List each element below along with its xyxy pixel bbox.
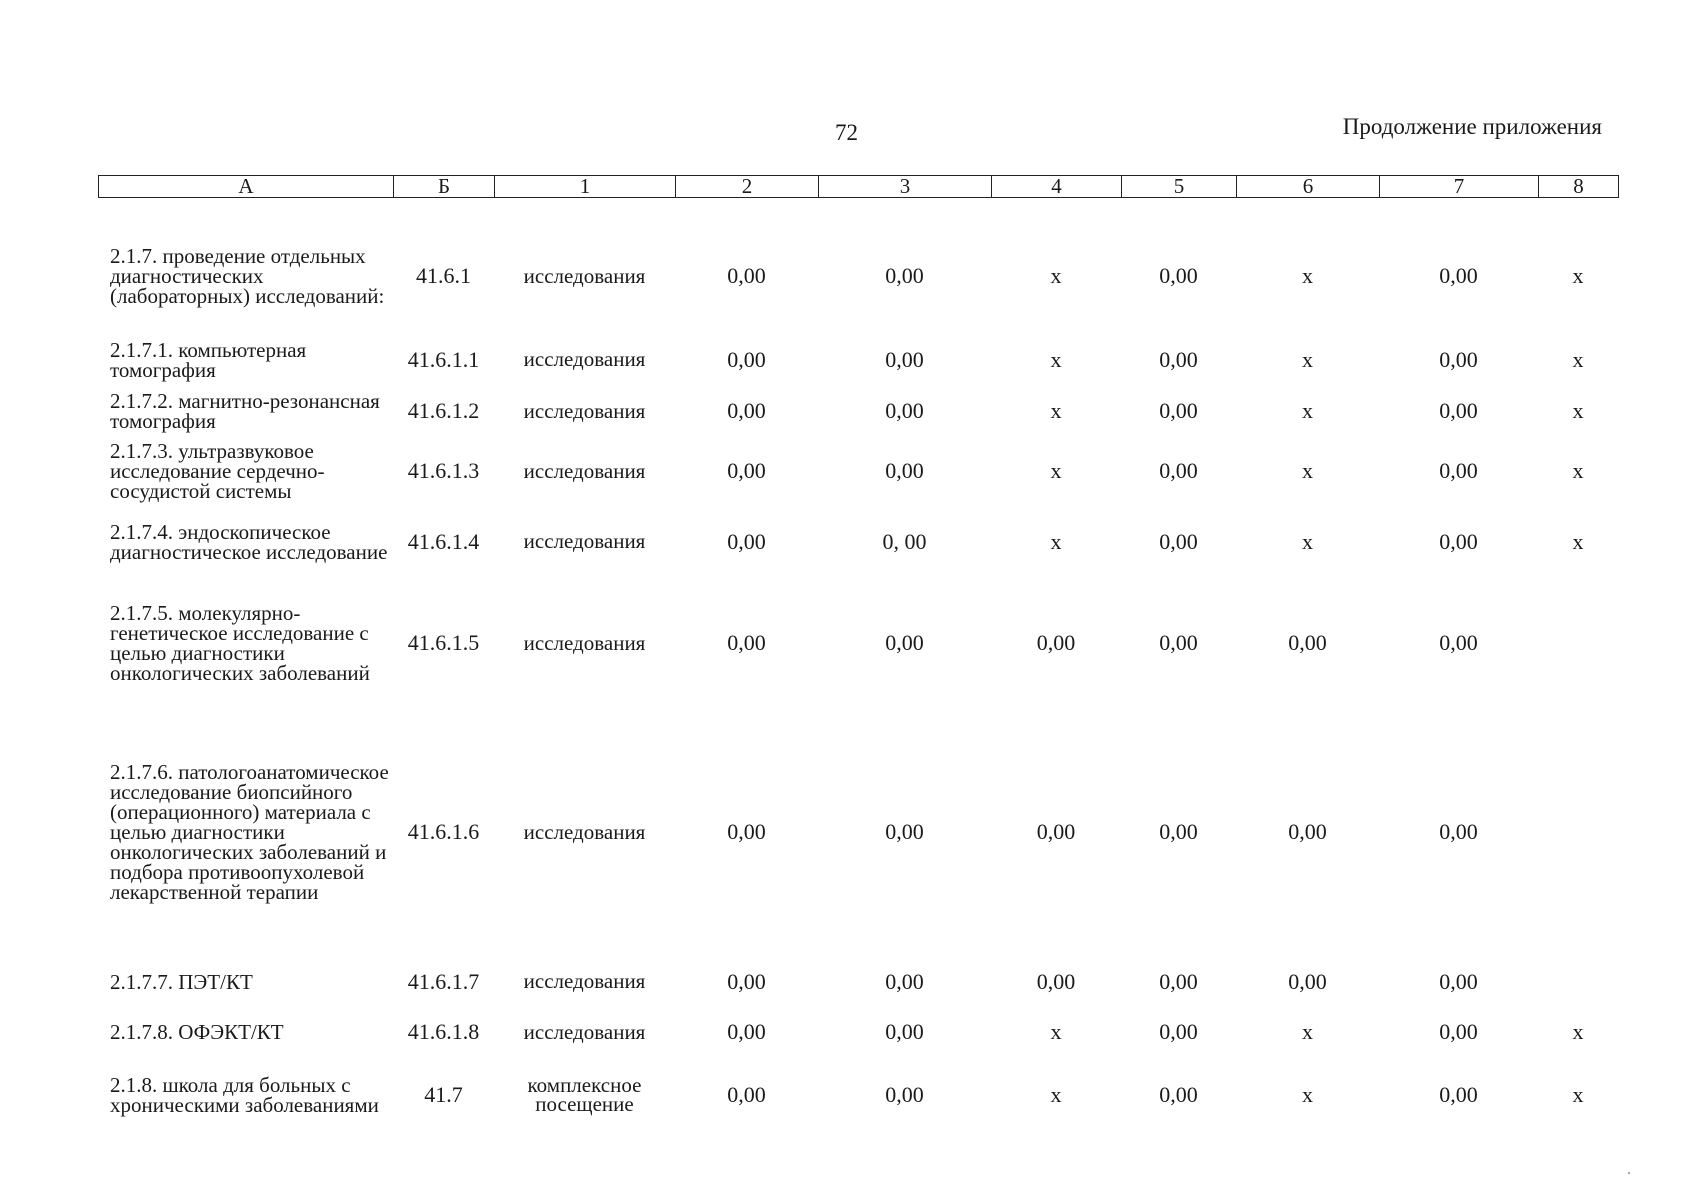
row-col-5: 0,00: [1159, 968, 1198, 994]
row-name: 2.1.7.6. патологоанатомическое исследование биопсийного (операционного) материала с целью диагностики онкологических заболеваний и подбора противоопухолевой лекарственной терапии: [110, 760, 389, 904]
row-unit: исследования: [523, 1019, 646, 1044]
row-col-4: 0,00: [1036, 819, 1076, 844]
row-col-2: 0,00: [727, 398, 766, 423]
row-col-2: 0,00: [727, 968, 766, 994]
row-col-4: 0,00: [1036, 630, 1076, 655]
table-row: [98, 385, 1618, 437]
header-cell-8: 8: [1539, 176, 1619, 198]
header-cell-4: 4: [992, 176, 1122, 198]
row-col-6: х: [1302, 263, 1313, 288]
header-cell-2: 2: [676, 176, 819, 198]
row-unit: исследования: [523, 263, 646, 288]
row-name: 2.1.8. школа для больных с хроническими заболеваниями: [110, 1073, 379, 1117]
row-col-7: 0,00: [1439, 458, 1478, 483]
header-cell-3: 3: [819, 176, 992, 198]
row-col-5: 0,00: [1159, 346, 1198, 372]
row-code: 41.6.1.7: [407, 968, 480, 994]
row-col-3: 0,00: [885, 630, 924, 655]
header-cell-b: Б: [394, 176, 495, 198]
header-cell-a: А: [99, 176, 394, 198]
row-col-5: 0,00: [1159, 819, 1198, 844]
row-name: 2.1.7. проведение отдельных диагностических (лабораторных) исследований:: [110, 244, 385, 308]
row-col-7: 0,00: [1439, 1019, 1478, 1044]
row-col-5: 0,00: [1159, 630, 1198, 655]
row-name: 2.1.7.1. компьютерная томография: [110, 337, 307, 382]
row-col-8: х: [1572, 346, 1584, 372]
header-cell-6: 6: [1237, 176, 1380, 198]
row-col-2: 0,00: [727, 1082, 766, 1107]
row-col-7: 0,00: [1439, 263, 1478, 288]
table-row: [98, 334, 1618, 385]
table-row: [98, 708, 1618, 956]
header-row: [99, 176, 1619, 198]
row-col-3: 0,00: [885, 346, 924, 372]
row-col-6: х: [1302, 398, 1313, 423]
row-col-6: 0,00: [1288, 968, 1327, 994]
row-code: 41.6.1: [416, 263, 471, 288]
scan-speck: [1628, 1172, 1630, 1174]
row-col-3: 0,00: [885, 398, 924, 423]
row-col-6: х: [1302, 1082, 1313, 1107]
table-row: [98, 1007, 1618, 1057]
header-cell-1: 1: [495, 176, 676, 198]
table-row: [98, 437, 1618, 505]
row-col-8: х: [1572, 1082, 1584, 1107]
row-col-7: 0,00: [1439, 1082, 1478, 1107]
row-col-6: х: [1302, 1019, 1313, 1044]
row-col-3: 0,00: [885, 968, 924, 994]
row-col-8: х: [1572, 1019, 1584, 1044]
row-name: 2.1.7.7. ПЭТ/КТ: [110, 969, 253, 994]
row-col-2: 0,00: [727, 819, 766, 844]
row-col-7: 0,00: [1439, 819, 1478, 844]
row-col-3: 0,00: [885, 458, 924, 483]
row-unit: исследования: [523, 969, 646, 993]
row-unit: исследования: [523, 347, 646, 371]
row-col-3: 0, 00: [882, 528, 927, 554]
page-number: 72: [835, 120, 858, 145]
row-col-2: 0,00: [727, 263, 766, 288]
row-code: 41.6.1.4: [407, 528, 480, 554]
row-col-2: 0,00: [727, 458, 766, 483]
data-table: [98, 218, 1618, 1133]
row-name: 2.1.7.2. магнитно-резонансная томография: [110, 389, 380, 433]
row-code: 41.6.1.2: [407, 398, 480, 423]
table-row: [98, 505, 1618, 578]
row-col-8: [1538, 708, 1618, 956]
row-col-3: 0,00: [885, 1019, 924, 1044]
row-name: 2.1.7.5. молекулярно-генетическое исследование с целью диагностики онкологических заболеваний: [110, 601, 370, 685]
row-code: 41.6.1.8: [407, 1019, 480, 1044]
table-row: [98, 578, 1618, 708]
row-col-5: 0,00: [1159, 1082, 1198, 1107]
row-col-2: 0,00: [727, 1019, 766, 1044]
row-col-4: х: [1050, 458, 1062, 483]
row-col-7: 0,00: [1439, 968, 1478, 994]
row-name: 2.1.7.4. эндоскопическое диагностическое исследование: [110, 519, 388, 564]
row-col-4: х: [1050, 398, 1062, 423]
row-col-5: 0,00: [1159, 398, 1198, 423]
row-col-2: 0,00: [727, 528, 766, 554]
row-code: 41.6.1.6: [407, 819, 480, 844]
row-col-6: 0,00: [1288, 819, 1327, 844]
row-col-8: х: [1572, 263, 1584, 288]
row-code: 41.6.1.1: [407, 346, 480, 372]
row-col-6: х: [1302, 346, 1313, 372]
row-col-7: 0,00: [1439, 398, 1478, 423]
header-cell-5: 5: [1122, 176, 1237, 198]
row-col-3: 0,00: [885, 263, 924, 288]
row-col-5: 0,00: [1159, 263, 1198, 288]
row-col-8: х: [1572, 458, 1584, 483]
row-unit: исследования: [523, 458, 646, 483]
continuation-title: Продолжение приложения: [1342, 114, 1602, 139]
row-col-4: х: [1050, 1082, 1062, 1107]
row-col-4: х: [1050, 263, 1062, 288]
table-row: [98, 218, 1618, 334]
column-header-table: [98, 175, 1619, 198]
row-col-4: х: [1050, 528, 1062, 554]
row-unit: исследования: [523, 630, 646, 655]
row-col-5: 0,00: [1159, 528, 1198, 554]
row-col-2: 0,00: [727, 630, 766, 655]
row-col-4: 0,00: [1036, 968, 1076, 994]
row-name: 2.1.7.8. ОФЭКТ/КТ: [110, 1020, 284, 1044]
row-col-6: 0,00: [1288, 630, 1327, 655]
row-col-7: 0,00: [1439, 528, 1478, 554]
row-col-4: х: [1050, 346, 1062, 372]
row-unit: комплексное посещение: [527, 1073, 642, 1116]
row-col-8: х: [1572, 528, 1584, 554]
row-code: 41.6.1.3: [407, 458, 480, 483]
row-name: 2.1.7.3. ультразвуковое исследование сердечно-сосудистой системы: [110, 439, 325, 503]
row-col-8: [1538, 956, 1618, 1007]
row-unit: исследования: [523, 529, 646, 553]
row-col-4: х: [1050, 1019, 1062, 1044]
header-cell-7: 7: [1380, 176, 1539, 198]
row-col-5: 0,00: [1159, 1019, 1198, 1044]
row-unit: исследования: [523, 398, 646, 423]
table-row: [98, 956, 1618, 1007]
row-col-7: 0,00: [1439, 630, 1478, 655]
row-col-3: 0,00: [885, 1082, 924, 1107]
row-col-7: 0,00: [1439, 346, 1478, 372]
row-col-8: х: [1572, 398, 1584, 423]
row-col-2: 0,00: [727, 346, 766, 372]
row-col-8: [1538, 578, 1618, 708]
row-col-3: 0,00: [885, 819, 924, 844]
row-unit: исследования: [523, 819, 646, 844]
row-code: 41.6.1.5: [407, 630, 480, 655]
row-col-6: х: [1302, 458, 1313, 483]
row-col-6: х: [1302, 528, 1313, 554]
table-row: [98, 1057, 1618, 1133]
row-col-5: 0,00: [1159, 458, 1198, 483]
row-code: 41.7: [424, 1082, 463, 1107]
